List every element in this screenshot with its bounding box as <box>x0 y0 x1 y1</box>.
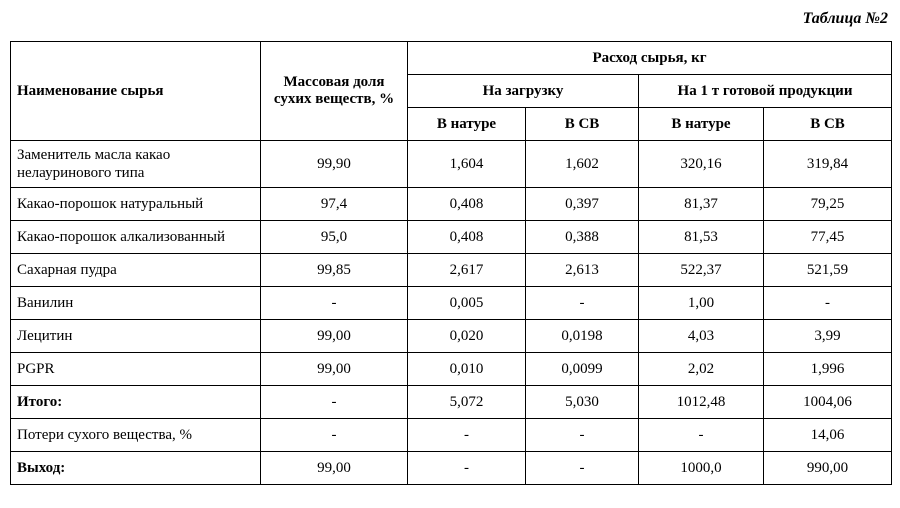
table-caption: Таблица №2 <box>802 10 888 27</box>
header-per-ton: На 1 т готовой продукции <box>639 75 892 108</box>
row-load-dry: - <box>526 287 639 320</box>
row-ton-dry: 521,59 <box>764 254 892 287</box>
row-load-natural: 0,408 <box>408 221 526 254</box>
row-load-dry: 0,0099 <box>526 353 639 386</box>
row-load-dry: 0,397 <box>526 188 639 221</box>
row-mass: 95,0 <box>261 221 408 254</box>
row-load-dry: - <box>526 452 639 485</box>
row-ton-dry: 319,84 <box>764 141 892 188</box>
row-mass: 99,00 <box>261 452 408 485</box>
row-mass: 99,00 <box>261 353 408 386</box>
row-name: Какао-порошок алкализованный <box>11 221 261 254</box>
row-load-dry: 2,613 <box>526 254 639 287</box>
row-load-dry: 0,388 <box>526 221 639 254</box>
row-ton-dry: 1,996 <box>764 353 892 386</box>
table-row <box>11 141 892 188</box>
row-ton-dry: 3,99 <box>764 320 892 353</box>
row-name: Итого: <box>11 386 261 419</box>
row-ton-natural: - <box>639 419 764 452</box>
row-mass: 99,00 <box>261 320 408 353</box>
row-name: Какао-порошок натуральный <box>11 188 261 221</box>
header-mass-fraction: Массовая доля сухих веществ, % <box>261 42 408 141</box>
row-ton-natural: 1012,48 <box>639 386 764 419</box>
row-name: Ванилин <box>11 287 261 320</box>
table-row <box>11 320 892 353</box>
row-mass: 99,85 <box>261 254 408 287</box>
row-name: Потери сухого вещества, % <box>11 419 261 452</box>
row-load-natural: 2,617 <box>408 254 526 287</box>
row-load-dry: 0,0198 <box>526 320 639 353</box>
row-ton-dry: 1004,06 <box>764 386 892 419</box>
row-ton-dry: 990,00 <box>764 452 892 485</box>
table-row-total <box>11 386 892 419</box>
row-name: Лецитин <box>11 320 261 353</box>
table-row-output <box>11 452 892 485</box>
row-mass: - <box>261 419 408 452</box>
row-ton-dry: 79,25 <box>764 188 892 221</box>
row-load-dry: - <box>526 419 639 452</box>
row-ton-natural: 1000,0 <box>639 452 764 485</box>
row-mass: - <box>261 386 408 419</box>
row-load-natural: 0,408 <box>408 188 526 221</box>
row-ton-natural: 81,37 <box>639 188 764 221</box>
row-load-natural: 0,005 <box>408 287 526 320</box>
header-loading-natural: В натуре <box>408 108 526 141</box>
row-ton-natural: 522,37 <box>639 254 764 287</box>
row-load-natural: - <box>408 419 526 452</box>
header-name: Наименование сырья <box>11 42 261 141</box>
row-load-natural: 5,072 <box>408 386 526 419</box>
table-row <box>11 353 892 386</box>
row-ton-natural: 4,03 <box>639 320 764 353</box>
header-loading-dry: В СВ <box>526 108 639 141</box>
header-per-ton-dry: В СВ <box>764 108 892 141</box>
row-name: Заменитель масла какао нелауринового типа <box>11 141 261 188</box>
row-mass: - <box>261 287 408 320</box>
row-load-natural: 0,020 <box>408 320 526 353</box>
table-row <box>11 287 892 320</box>
row-ton-dry: 77,45 <box>764 221 892 254</box>
header-consumption: Расход сырья, кг <box>408 42 892 75</box>
row-load-natural: 0,010 <box>408 353 526 386</box>
row-mass: 97,4 <box>261 188 408 221</box>
row-load-natural: 1,604 <box>408 141 526 188</box>
row-ton-natural: 1,00 <box>639 287 764 320</box>
table-row <box>11 419 892 452</box>
row-name: Сахарная пудра <box>11 254 261 287</box>
table-row <box>11 221 892 254</box>
row-load-dry: 5,030 <box>526 386 639 419</box>
row-ton-natural: 2,02 <box>639 353 764 386</box>
row-ton-natural: 81,53 <box>639 221 764 254</box>
row-ton-dry: - <box>764 287 892 320</box>
header-per-ton-natural: В натуре <box>639 108 764 141</box>
row-ton-dry: 14,06 <box>764 419 892 452</box>
row-name: Выход: <box>11 452 261 485</box>
row-load-dry: 1,602 <box>526 141 639 188</box>
row-mass: 99,90 <box>261 141 408 188</box>
table-row <box>11 188 892 221</box>
raw-material-table <box>10 41 892 485</box>
header-loading: На загрузку <box>408 75 639 108</box>
row-name: PGPR <box>11 353 261 386</box>
table-row <box>11 254 892 287</box>
row-load-natural: - <box>408 452 526 485</box>
row-ton-natural: 320,16 <box>639 141 764 188</box>
